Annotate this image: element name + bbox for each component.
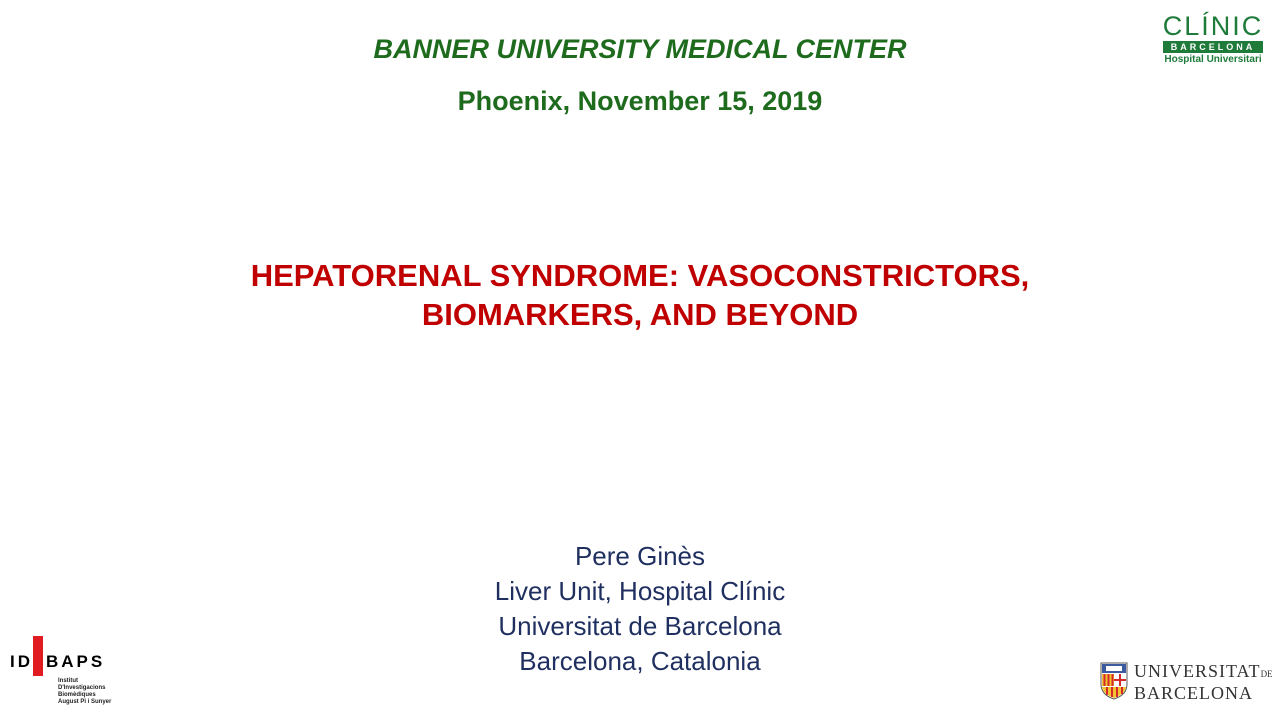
clinic-logo-city: BARCELONA	[1163, 41, 1263, 53]
date-line: Phoenix, November 15, 2019	[457, 86, 823, 116]
idibaps-sub-line-4: August Pi i Sunyer	[58, 699, 112, 705]
idibaps-logo	[10, 628, 130, 708]
slide-title	[0, 256, 1280, 334]
author-block	[0, 539, 1280, 679]
idibaps-sub-line-1: Institut	[58, 678, 78, 684]
venue-heading: BANNER UNIVERSITY MEDICAL CENTER	[373, 34, 907, 64]
author-affiliation-university: Universitat de Barcelona	[498, 611, 782, 641]
idibaps-subtitle	[58, 678, 111, 706]
idibaps-wordmark	[10, 636, 105, 676]
author-affiliation-unit: Liver Unit, Hospital Clínic	[494, 576, 786, 606]
ub-logo-line-2: BARCELONA	[1134, 683, 1254, 703]
slide-title-line-2: BIOMARKERS, AND BEYOND	[421, 297, 859, 332]
idibaps-word-right: BAPS	[46, 652, 106, 671]
ub-logo-line-1	[1134, 662, 1273, 684]
idibaps-red-bar-icon	[33, 636, 43, 676]
idibaps-sub-line-2: D'Investigacions	[58, 685, 106, 691]
clinic-logo-subtitle: Hospital Universitari	[1164, 54, 1262, 65]
ub-logo	[1100, 660, 1273, 703]
slide-title-line-1: HEPATORENAL SYNDROME: VASOCONSTRICTORS,	[250, 258, 1030, 293]
clinic-logo	[1160, 12, 1266, 67]
idibaps-word-left: ID	[10, 652, 33, 671]
author-name: Pere Ginès	[574, 541, 706, 571]
idibaps-sub-line-3: Biomèdiques	[58, 692, 96, 698]
ub-logo-text	[1134, 662, 1273, 703]
author-location: Barcelona, Catalonia	[519, 646, 761, 676]
ub-logo-word-universitat: UNIVERSITAT	[1134, 661, 1261, 681]
ub-logo-word-de: DE	[1260, 669, 1273, 679]
clinic-logo-name: CLÍNIC	[1162, 11, 1264, 41]
university-seal-icon	[1100, 660, 1128, 700]
